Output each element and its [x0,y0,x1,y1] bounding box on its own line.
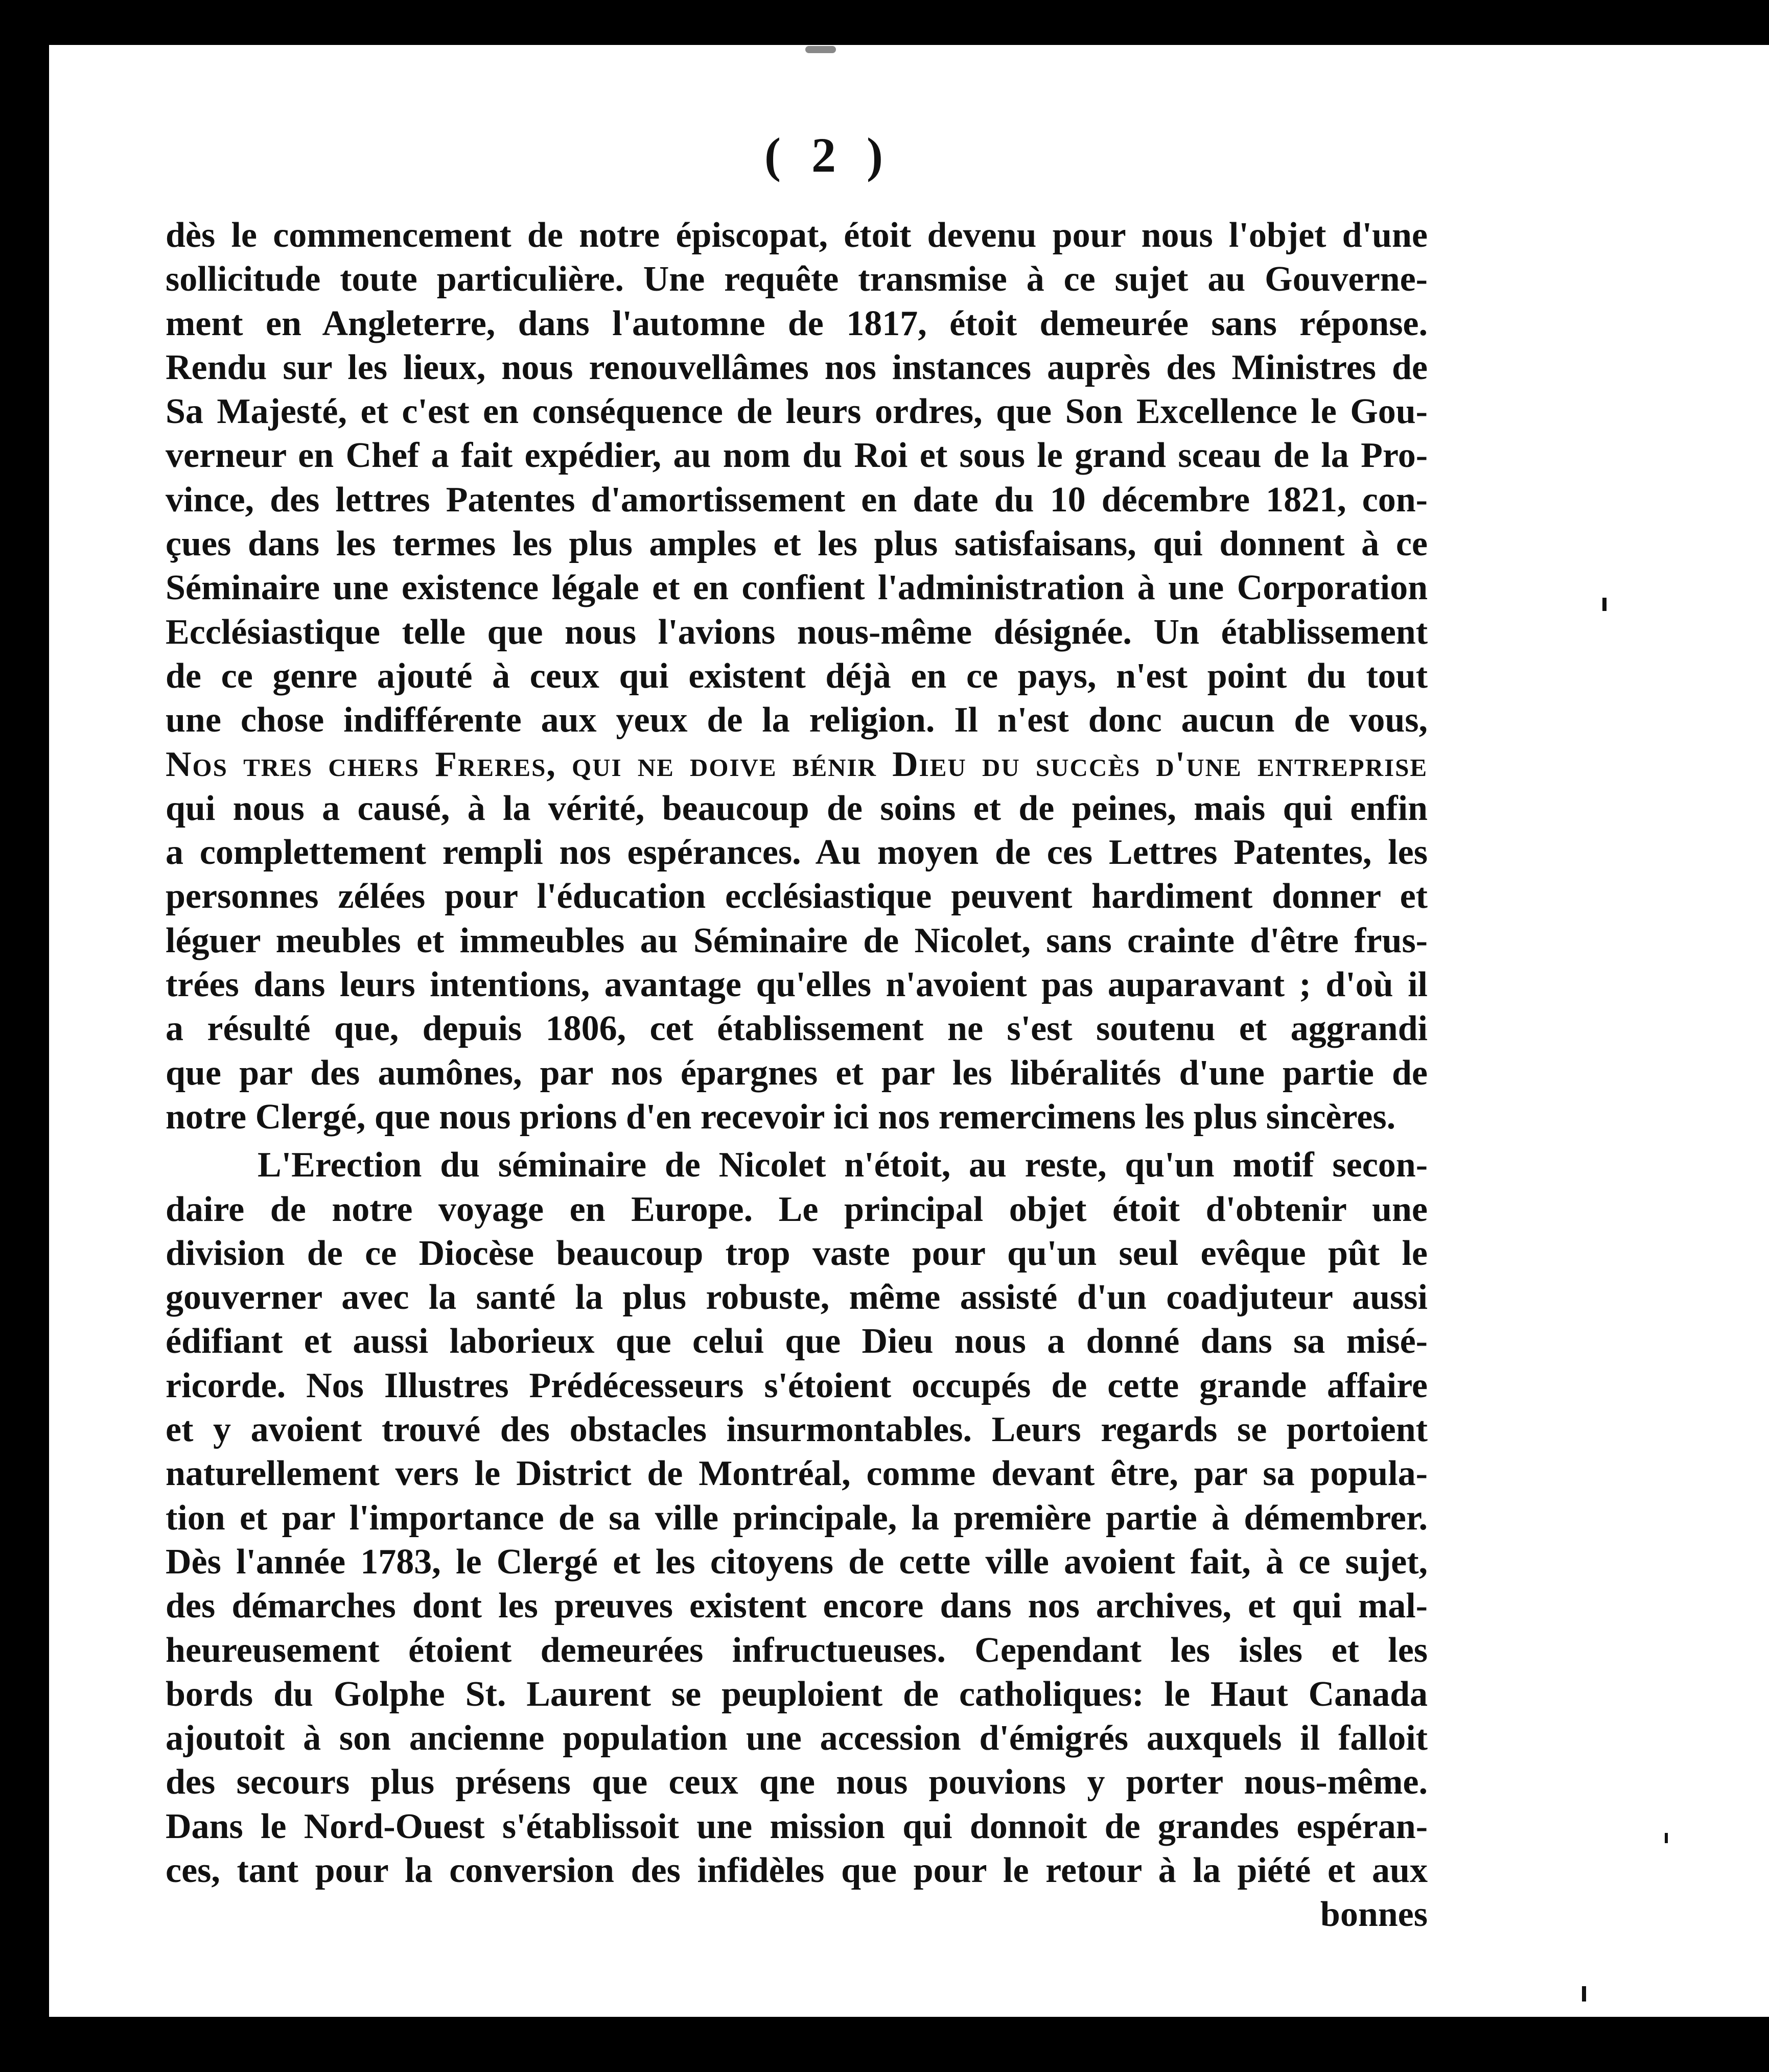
text-line: ces, tant pour la conversion des infidèles que pour le retour à la piété et aux [166,1850,1428,1890]
text-line: léguer meubles et immeubles au Séminaire de Nicolet, sans crainte d'être frus- [166,921,1428,960]
text-line: de ce genre ajouté à ceux qui existent déjà en ce pays, n'est point du tout [166,656,1428,696]
paragraph-2 [166,1143,1428,1937]
text-line: tion et par l'importance de sa ville principale, la première partie à démembrer. [166,1498,1428,1538]
text-line: Dans le Nord-Ouest s'établissoit une mission qui donnoit de grandes espéran- [166,1806,1428,1846]
page-number: ( 2 ) [764,128,892,182]
margin-mark [1602,598,1607,611]
text-line: trées dans leurs intentions, avantage qu'elles n'avoient pas auparavant ; d'où il [166,965,1428,1005]
text-line: naturellement vers le District de Montréal, comme devant être, par sa popula- [166,1454,1428,1494]
text-line: notre Clergé, que nous prions d'en recevoir ici nos remercimens les plus sincères. [166,1097,1396,1137]
text-line: des secours plus présens que ceux qne nous pouvions y porter nous-même. [166,1762,1428,1802]
text-line: des démarches dont les preuves existent encore dans nos archives, et qui mal- [166,1586,1428,1626]
text-line: qui nous a causé, à la vérité, beaucoup de soins et de peines, mais qui enfin [166,788,1428,828]
text-line: édifiant et aussi laborieux que celui que Dieu nous a donné dans sa misé- [166,1322,1428,1361]
text-line: L'Erection du séminaire de Nicolet n'étoit, au reste, qu'un motif secon- [258,1145,1428,1185]
scan-speck [805,46,836,53]
text-line: que par des aumônes, par nos épargnes et par les libéralités d'une partie de [166,1053,1428,1093]
text-line: Sa Majesté, et c'est en conséquence de leurs ordres, que Son Excellence le Gou- [166,392,1428,432]
text-line: une chose indifférente aux yeux de la religion. Il n'est donc aucun de vous, [166,700,1428,740]
text-line: Séminaire une existence légale et en confient l'administration à une Corporation [166,568,1428,608]
text-line: division de ce Diocèse beaucoup trop vaste pour qu'un seul evêque pût le [166,1233,1428,1273]
paragraph-1 [166,214,1428,1139]
text-line: heureusement étoient demeurées infructueuses. Cependant les isles et les [166,1630,1428,1670]
document-page [49,45,1769,2017]
text-line: ajoutoit à son ancienne population une accession d'émigrés auxquels il falloit [166,1718,1428,1758]
text-line: vince, des lettres Patentes d'amortissement en date du 10 décembre 1821, con- [166,480,1428,520]
text-line: a complettement rempli nos espérances. Au moyen de ces Lettres Patentes, les [166,833,1428,873]
text-line: Rendu sur les lieux, nous renouvellâmes nos instances auprès des Ministres de [166,347,1428,387]
text-line: dès le commencement de notre épiscopat, étoit devenu pour nous l'objet d'une [166,216,1428,255]
margin-mark [1665,1833,1668,1843]
text-line: ment en Angleterre, dans l'automne de 1817, étoit demeurée sans réponse. [166,303,1428,343]
text-line: çues dans les termes les plus amples et les plus satisfaisans, qui donnent à ce [166,524,1428,564]
text-line: sollicitude toute particulière. Une requête transmise à ce sujet au Gouverne- [166,260,1428,299]
body-text [166,214,1428,1937]
text-line: personnes zélées pour l'éducation ecclésiastique peuvent hardiment donner et [166,877,1428,916]
text-line: verneur en Chef a fait expédier, au nom du Roi et sous le grand sceau de la Pro- [166,436,1428,476]
text-line: daire de notre voyage en Europe. Le principal objet étoit d'obtenir une [166,1189,1428,1229]
text-line: bords du Golphe St. Laurent se peuploient de catholiques: le Haut Canada [166,1674,1428,1714]
text-line: et y avoient trouvé des obstacles insurmontables. Leurs regards se portoient [166,1410,1428,1450]
text-line: a résulté que, depuis 1806, cet établissement ne s'est soutenu et aggrandi [166,1009,1428,1049]
text-line: Ecclésiastique telle que nous l'avions nous-même désignée. Un établissement [166,612,1428,652]
catchword: bonnes [1320,1895,1428,1935]
text-line: ricorde. Nos Illustres Prédécesseurs s'étoient occupés de cette grande affaire [166,1365,1428,1405]
text-line: Dès l'année 1783, le Clergé et les citoyens de cette ville avoient fait, à ce sujet, [166,1542,1428,1582]
text-line: Nos tres chers Freres, qui ne doive bénir Dieu du succès d'une entreprise [166,744,1428,784]
text-line: gouverner avec la santé la plus robuste, même assisté d'un coadjuteur aussi [166,1278,1428,1317]
margin-mark [1582,1986,1586,2002]
